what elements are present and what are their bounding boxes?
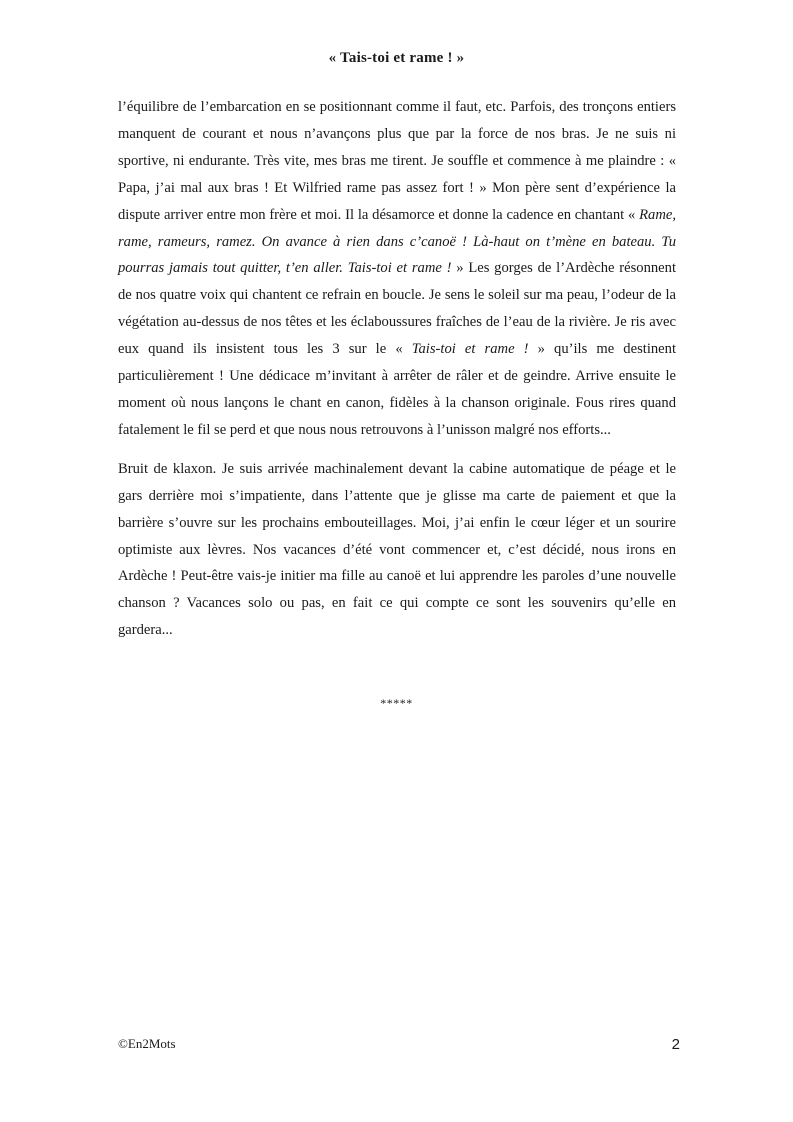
section-separator: *****	[380, 696, 413, 710]
text-run: l’équilibre de l’embarcation en se positionnant comme il faut, etc. Parfois, des tronçons entiers manquent de courant et nous n’avançons plus que par la force de nos bras. Je ne suis ni sportive, ni endurante. Très vite, mes bras me tirent. Je souffle et commence à me plaindre : « Papa, j’ai mal aux bras ! Et Wilfried rame pas assez fort ! » Mon père sent d’expérience la dispute arriver entre mon frère et moi. Il la désamorce et donne la cadence en chantant «	[118, 99, 676, 223]
paragraph-toll-booth	[118, 456, 676, 644]
song-lyrics-italic: Rame, rame, rameurs, ramez. On avance à rien dans c’canoë ! Là-haut on t’mène en bateau. Tu pourras jamais tout quitter, t’en aller. Tais-toi et rame !	[118, 206, 676, 277]
refrain-italic: Tais-toi et rame !	[411, 341, 529, 358]
page-number: 2	[671, 1036, 680, 1053]
copyright-notice: ©En2Mots	[118, 1036, 176, 1051]
story-text	[118, 94, 676, 656]
text-run: » Les gorges de l’Ardèche résonnent de nos quatre voix qui chantent ce refrain en boucle. Je sens le soleil sur ma peau, l’odeur de la végétation au-dessus de nos têtes et les éclaboussures fraîches de l’eau de la rivière. Je ris avec eux quand ils insistent tous les 3 sur le «	[118, 260, 676, 358]
text-run: » qu’ils me destinent particulièrement ! Une dédicace m’invitant à arrêter de râler et de geindre. Arrive ensuite le moment où nous lançons le chant en canon, fidèles à la chanson originale. Fous rires quand fatalement le fil se perd et que nous nous retrouvons à l’unisson malgré nos efforts...	[118, 341, 676, 438]
page-title: « Tais-toi et rame ! »	[328, 50, 465, 66]
text-run: Bruit de klaxon. Je suis arrivée machinalement devant la cabine automatique de péage et le gars derrière moi s’impatiente, dans l’attente que je glisse ma carte de paiement et que la barrière s’ouvre sur les prochains embouteillages. Moi, j’ai enfin le cœur léger et un sourire optimiste aux lèvres. Nos vacances d’été vont commencer et, c’est décidé, nous irons en Ardèche ! Peut-être vais-je initier ma fille au canoë et lui apprendre les paroles d’une nouvelle chanson ? Vacances solo ou pas, en fait ce qui compte ce sont les souvenirs qu’elle en gardera...	[118, 460, 676, 639]
paragraph-canoe-song	[118, 94, 676, 444]
